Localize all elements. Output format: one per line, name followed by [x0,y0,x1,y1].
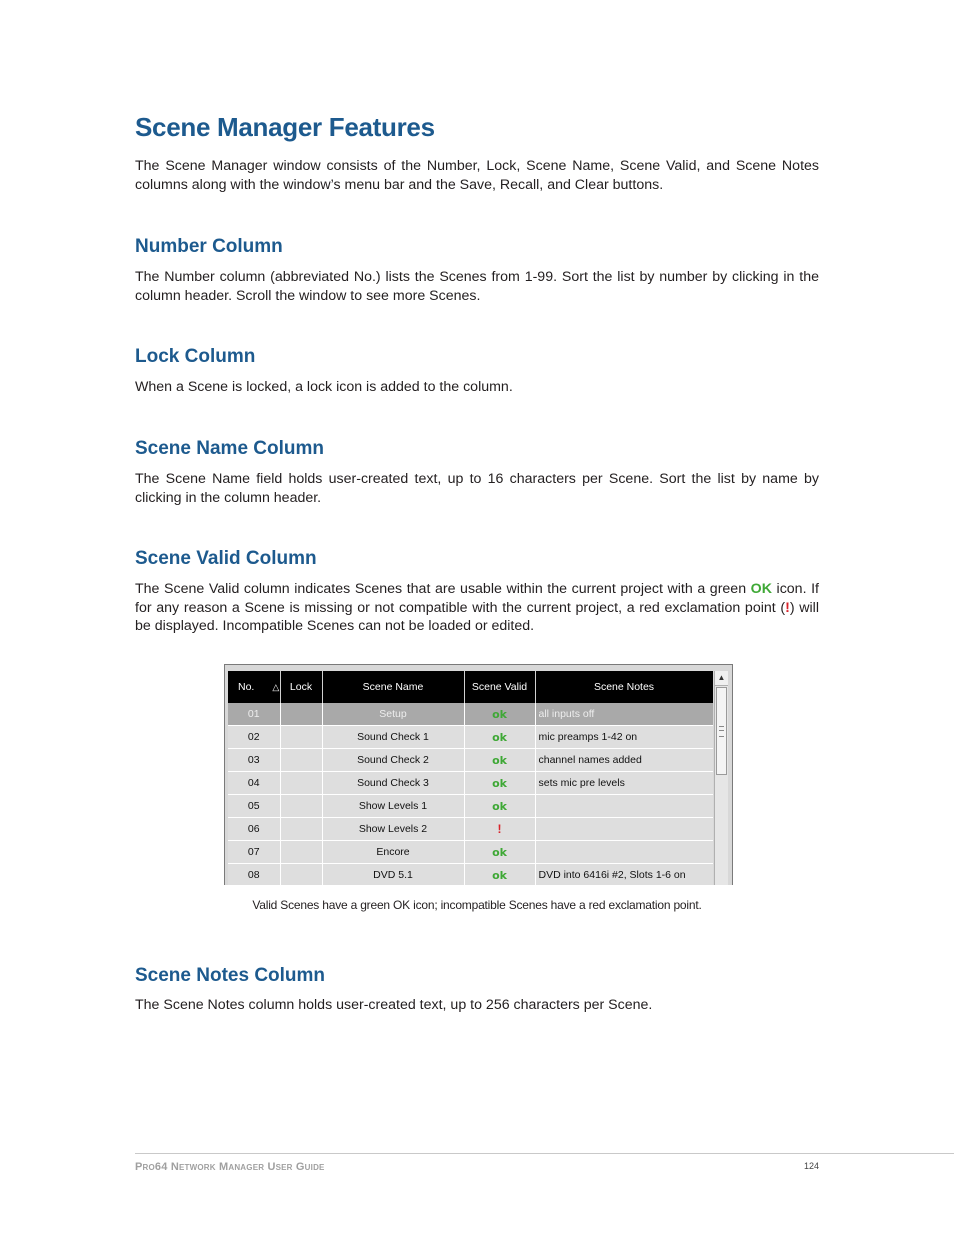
cell-number[interactable]: 08 [228,864,280,886]
valid-ok-icon: ok [492,845,507,859]
column-header-scene-name[interactable]: Scene Name [322,671,464,703]
ok-indicator: OK [750,581,772,597]
cell-scene-name[interactable]: Setup [322,703,464,726]
cell-number[interactable]: 05 [228,795,280,818]
cell-lock[interactable] [280,841,322,864]
intro-paragraph: The Scene Manager window consists of the Number, Lock, Scene Name, Scene Valid, and Scene Notes columns along with the window’s menu bar and the Save, Recall, and Clear buttons. [135,158,819,193]
scene-notes-column-text: The Scene Notes column holds user-created text, up to 256 characters per Scene. [135,997,653,1013]
cell-number[interactable]: 03 [228,749,280,772]
column-header-lock[interactable]: Lock [280,671,322,703]
cell-scene-notes[interactable]: mic preamps 1-42 on [535,726,713,749]
cell-scene-valid[interactable] [464,703,535,726]
cell-lock[interactable] [280,772,322,795]
valid-ok-icon: ok [492,868,507,882]
scene-table [228,671,713,885]
table-row[interactable] [228,749,713,772]
cell-scene-valid[interactable] [464,818,535,841]
cell-scene-valid[interactable] [464,841,535,864]
cell-lock[interactable] [280,864,322,886]
cell-lock[interactable] [280,818,322,841]
valid-ok-icon: ok [492,707,507,721]
lock-column-text: When a Scene is locked, a lock icon is added to the column. [135,379,513,395]
number-column-heading: Number Column [135,236,283,257]
cell-number[interactable]: 06 [228,818,280,841]
page-number: 124 [804,1161,820,1171]
valid-ok-icon: ok [492,730,507,744]
grip-icon [719,726,724,737]
scene-notes-column-heading: Scene Notes Column [135,965,326,986]
column-header-number[interactable]: No. △ [228,671,280,703]
cell-lock[interactable] [280,703,322,726]
cell-lock[interactable] [280,795,322,818]
scene-name-column-heading: Scene Name Column [135,438,324,459]
cell-scene-name[interactable]: Show Levels 2 [322,818,464,841]
cell-scene-notes[interactable]: sets mic pre levels [535,772,713,795]
exclamation-indicator: ! [785,599,790,616]
cell-scene-name[interactable]: Encore [322,841,464,864]
cell-scene-notes[interactable] [535,841,713,864]
scene-valid-column-heading: Scene Valid Column [135,548,317,569]
valid-ok-icon: ok [492,776,507,790]
column-header-scene-valid[interactable]: Scene Valid [464,671,535,703]
cell-number[interactable]: 02 [228,726,280,749]
cell-scene-name[interactable]: Sound Check 2 [322,749,464,772]
table-row[interactable] [228,818,713,841]
table-row[interactable] [228,841,713,864]
cell-scene-valid[interactable] [464,772,535,795]
scene-manager-screenshot [224,664,733,885]
number-column-text: The Number column (abbreviated No.) lists the Scenes from 1-99. Sort the list by number by clicking in the column header. Scroll the window to see more Scenes. [135,269,819,304]
figure-caption: Valid Scenes have a green OK icon; incompatible Scenes have a red exclamation point. [252,898,702,912]
table-row[interactable] [228,703,713,726]
cell-scene-name[interactable]: Sound Check 3 [322,772,464,795]
footer-guide-title: Pro64 Network Manager User Guide [135,1161,325,1173]
footer-divider [135,1153,954,1154]
cell-number[interactable]: 07 [228,841,280,864]
cell-scene-valid[interactable] [464,864,535,886]
cell-scene-notes[interactable] [535,818,713,841]
cell-scene-notes[interactable] [535,795,713,818]
column-header-scene-notes[interactable]: Scene Notes [535,671,713,703]
cell-number[interactable]: 04 [228,772,280,795]
cell-scene-name[interactable]: Show Levels 1 [322,795,464,818]
cell-scene-notes[interactable]: all inputs off [535,703,713,726]
table-row[interactable] [228,772,713,795]
cell-number[interactable]: 01 [228,703,280,726]
scroll-up-icon[interactable]: ▲ [715,671,728,686]
table-row[interactable] [228,795,713,818]
cell-lock[interactable] [280,726,322,749]
vertical-scrollbar[interactable] [714,671,728,885]
valid-ok-icon: ok [492,753,507,767]
valid-ok-icon: ok [492,799,507,813]
table-row[interactable] [228,864,713,886]
scene-table-container [228,671,713,885]
cell-scene-valid[interactable] [464,726,535,749]
scene-name-column-text: The Scene Name field holds user-created text, up to 16 characters per Scene. Sort the list by name by clicking in the column header. [135,471,819,506]
scene-valid-column-text: The Scene Valid column indicates Scenes that are usable within the current project with a green OK icon. If for any reason a Scene is missing or not compatible with the current project, a red exclamation point (!) will be displayed. Incompatible Scenes can not be loaded or edited. [135,581,819,635]
cell-scene-valid[interactable] [464,795,535,818]
sort-ascending-icon: △ [272,682,280,692]
invalid-exclamation-icon: ! [497,822,502,836]
cell-scene-notes[interactable]: channel names added [535,749,713,772]
cell-scene-notes[interactable]: DVD into 6416i #2, Slots 1-6 on [535,864,713,886]
page-title: Scene Manager Features [135,112,435,142]
cell-lock[interactable] [280,749,322,772]
cell-scene-name[interactable]: Sound Check 1 [322,726,464,749]
lock-column-heading: Lock Column [135,346,256,367]
cell-scene-name[interactable]: DVD 5.1 [322,864,464,886]
table-row[interactable] [228,726,713,749]
cell-scene-valid[interactable] [464,749,535,772]
scrollbar-thumb[interactable] [716,687,727,775]
